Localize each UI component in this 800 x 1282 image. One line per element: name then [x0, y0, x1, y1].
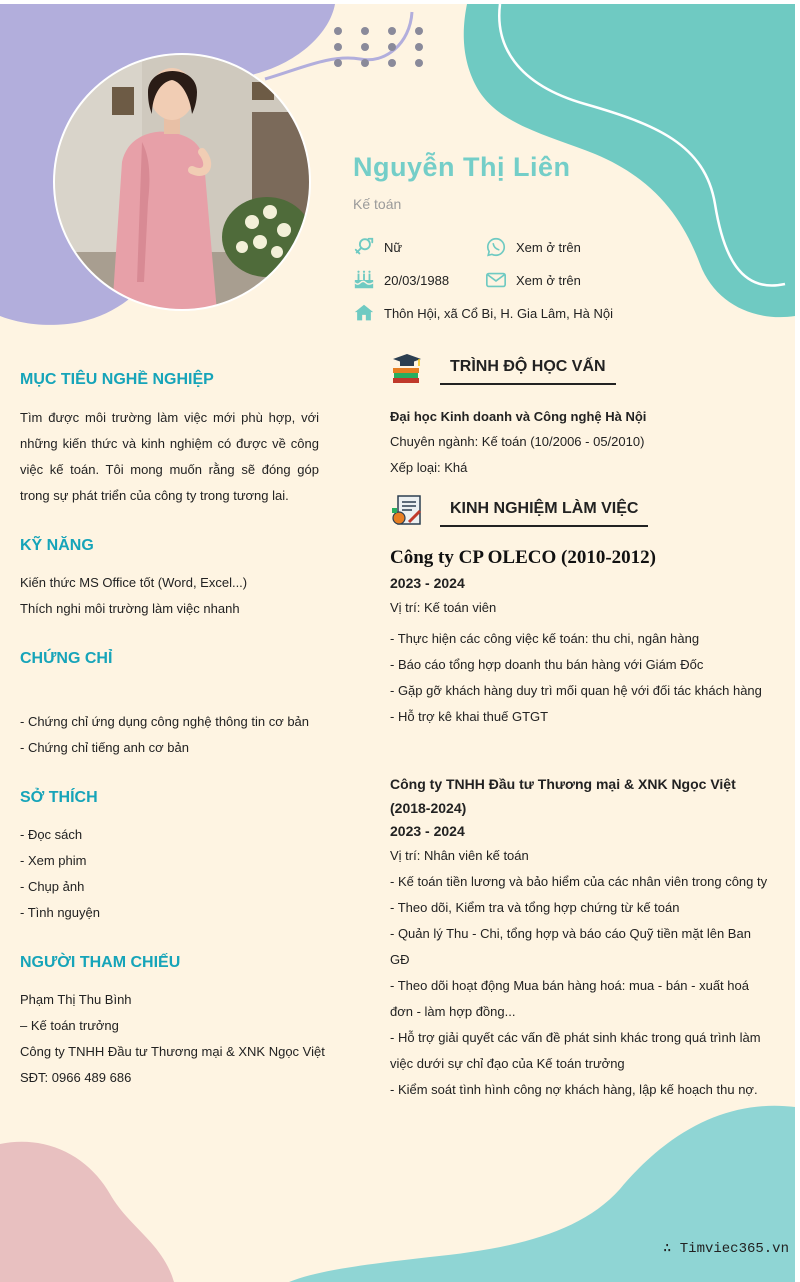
hobbies-title: SỞ THÍCH: [20, 789, 98, 806]
list-item: - Tình nguyện: [20, 905, 100, 920]
list-item: - Xem phim: [20, 853, 87, 868]
gender-icon: [353, 236, 375, 258]
job-position: Vị trí: Nhân viên kế toán: [390, 848, 529, 863]
list-item: - Kiểm soát tình hình công nợ khách hàng, lập kế hoạch thu nợ.: [390, 1082, 758, 1097]
pink-blob: [0, 1134, 200, 1282]
list-item: - Chứng chỉ tiếng anh cơ bản: [20, 740, 189, 755]
list-item: - Chứng chỉ ứng dụng công nghệ thông tin cơ bản: [20, 714, 310, 729]
job-position: Vị trí: Kế toán viên: [390, 600, 497, 615]
address-value: Thôn Hội, xã Cổ Bi, H. Gia Lâm, Hà Nội: [384, 305, 614, 321]
phone-value: Xem ở trên: [516, 239, 581, 255]
list-item: - Theo dõi, Kiểm tra và tổng hợp chứng từ kế toán: [390, 900, 680, 915]
reference-name: Phạm Thị Thu Bình: [20, 992, 132, 1007]
reference-company: Công ty TNHH Đầu tư Thương mại & XNK Ngọc Việt: [20, 1044, 325, 1059]
education-details: [390, 429, 644, 481]
education-grade: Xếp loại: Khá: [390, 460, 468, 475]
job-company: Công ty TNHH Đầu tư Thương mại & XNK Ngọc Việt (2018-2024): [390, 776, 736, 816]
list-item: - Hỗ trợ giải quyết các vấn đề phát sinh khác trong quá trình làm việc dưới sự chỉ đạo của Kế toán trưởng: [390, 1030, 761, 1071]
gender-row: [353, 236, 402, 258]
list-item: - Báo cáo tổng hợp doanh thu bán hàng với Giám Đốc: [390, 657, 704, 672]
graduation-books-icon: [390, 352, 424, 386]
objective-title: MỤC TIÊU NGHỀ NGHIỆP: [20, 371, 214, 388]
email-row: [485, 269, 581, 291]
list-item: Thích nghi môi trường làm việc nhanh: [20, 601, 240, 616]
candidate-name: Nguyễn Thị Liên: [353, 152, 571, 182]
brand-watermark: ∴ Timviec365.vn: [662, 1241, 789, 1257]
list-item: - Hỗ trợ kê khai thuế GTGT: [390, 709, 549, 724]
birthday-row: [353, 269, 449, 291]
list-item: - Đọc sách: [20, 827, 83, 842]
list-item: - Quản lý Thu - Chi, tổng hợp và báo cáo Quỹ tiền mặt lên Ban GĐ: [390, 926, 751, 967]
gender-value: Nữ: [384, 239, 403, 255]
cv-paper: [0, 4, 795, 1282]
list-item: Kiến thức MS Office tốt (Word, Excel...): [20, 575, 248, 590]
birthday-value: 20/03/1988: [384, 272, 450, 288]
certificates-title: CHỨNG CHỈ: [20, 650, 113, 667]
reference-phone: SĐT: 0966 489 686: [20, 1070, 132, 1085]
education-school: [390, 409, 646, 424]
job-company: Công ty CP OLECO (2010-2012): [390, 547, 656, 568]
education-header: [390, 352, 616, 386]
list-item: - Chụp ảnh: [20, 879, 85, 894]
education-title: TRÌNH ĐỘ HỌC VẤN: [440, 352, 616, 385]
email-value: Xem ở trên: [516, 272, 581, 288]
work-document-icon: [390, 494, 424, 528]
list-item: - Gặp gỡ khách hàng duy trì mối quan hệ với đối tác khách hàng: [390, 683, 762, 698]
job-period: 2023 - 2024: [390, 823, 465, 839]
certificates-list: [20, 709, 309, 761]
references-list: [20, 987, 325, 1091]
envelope-icon: [485, 269, 507, 291]
whatsapp-icon: [485, 236, 507, 258]
experience-title: KINH NGHIỆM LÀM VIỆC: [440, 494, 648, 527]
school-name: Đại học Kinh doanh và Công nghệ Hà Nội: [390, 409, 647, 424]
hobbies-list: [20, 822, 100, 926]
home-icon: [353, 302, 375, 324]
job-period: 2023 - 2024: [390, 575, 465, 591]
reference-role: – Kế toán trưởng: [20, 1018, 119, 1033]
birthday-cake-icon: [353, 269, 375, 291]
address-row: [353, 302, 613, 324]
skills-list: [20, 570, 247, 622]
job-duties: [390, 626, 762, 730]
list-item: - Kế toán tiền lương và bảo hiểm của các nhân viên trong công ty: [390, 874, 768, 889]
job-duties: [390, 869, 768, 1103]
list-item: - Thực hiện các công việc kế toán: thu chi, ngân hàng: [390, 631, 700, 646]
education-major: Chuyên ngành: Kế toán (10/2006 - 05/2010): [390, 434, 645, 449]
objective-text: Tìm được môi trường làm việc mới phù hợp, với những kiến thức và kinh nghiệm có được về công việc kế toán. Tôi mong muốn rằng sẽ đóng góp trong sự phát triển của công ty trong tương lai.: [20, 410, 319, 503]
references-title: NGƯỜI THAM CHIẾU: [20, 954, 181, 971]
phone-row: [485, 236, 581, 258]
list-item: - Theo dõi hoạt động Mua bán hàng hoá: mua - bán - xuất hoá đơn - làm hợp đồng...: [390, 978, 749, 1019]
skills-title: KỸ NĂNG: [20, 537, 94, 554]
dot-grid-decoration: [330, 24, 430, 76]
avatar: [52, 52, 312, 312]
job-title: Kế toán: [353, 196, 402, 212]
experience-header: [390, 494, 648, 528]
